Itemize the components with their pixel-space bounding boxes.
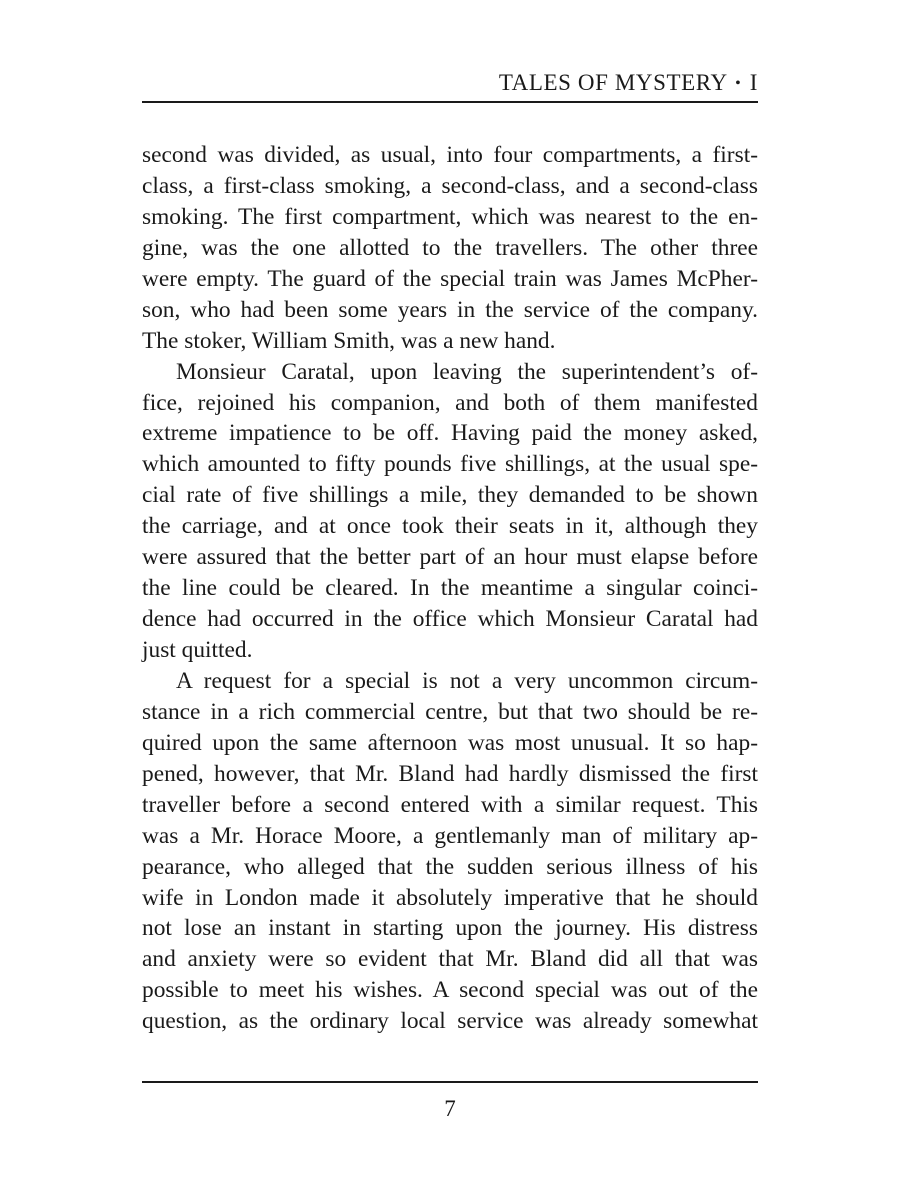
text-line: not lose an instant in starting upon the journey. His distress — [142, 915, 758, 942]
text-line: the line could be cleared. In the meantime a singular coinci- — [142, 575, 758, 602]
text-line: wife in London made it absolutely imperative that he should — [142, 884, 758, 911]
text-line: pened, however, that Mr. Bland had hardly dismissed the first — [142, 760, 758, 787]
bullet-separator: • — [735, 75, 742, 92]
text-line: dence had occurred in the office which Monsieur Caratal had — [142, 606, 758, 633]
running-head — [142, 68, 758, 99]
body-text — [142, 140, 758, 1037]
text-line: which amounted to fifty pounds five shillings, at the usual spe- — [142, 451, 758, 478]
text-line: cial rate of five shillings a mile, they demanded to be shown — [142, 482, 758, 509]
paragraph — [142, 666, 758, 1037]
text-line: gine, was the one allotted to the travellers. The other three — [142, 234, 758, 261]
text-line: question, as the ordinary local service was already somewhat — [142, 1008, 758, 1035]
page-number: 7 — [444, 1096, 456, 1121]
text-line: extreme impatience to be off. Having paid the money asked, — [142, 420, 758, 447]
text-line: were empty. The guard of the special train was James McPher- — [142, 265, 758, 292]
text-line: and anxiety were so evident that Mr. Bland did all that was — [142, 946, 758, 973]
paragraph — [142, 140, 758, 357]
text-line: son, who had been some years in the service of the company. — [142, 296, 758, 323]
text-line: the carriage, and at once took their seats in it, although they — [142, 513, 758, 540]
text-line: The stoker, William Smith, was a new hand. — [142, 327, 556, 354]
text-line: smoking. The first compartment, which was nearest to the en- — [142, 203, 758, 230]
text-line: class, a first-class smoking, a second-class, and a second-class — [142, 172, 758, 199]
text-line: just quitted. — [142, 637, 253, 663]
text-line: quired upon the same afternoon was most unusual. It so hap- — [142, 729, 758, 756]
text-line: second was divided, as usual, into four compartments, a first- — [142, 142, 758, 168]
text-line: were assured that the better part of an hour must elapse before — [142, 544, 758, 571]
footer-rule — [142, 1081, 758, 1083]
text-line: stance in a rich commercial centre, but that two should be re- — [142, 698, 758, 725]
book-title: TALES OF MYSTERY — [498, 70, 727, 95]
header-rule — [142, 101, 758, 103]
text-line: A request for a special is not a very uncommon circum- — [176, 667, 758, 694]
paragraph — [142, 357, 758, 666]
volume-number: I — [749, 70, 758, 95]
text-line: traveller before a second entered with a similar request. This — [142, 791, 758, 818]
text-line: possible to meet his wishes. A second special was out of the — [142, 977, 758, 1004]
text-line: fice, rejoined his companion, and both of them manifested — [142, 389, 758, 416]
text-line: pearance, who alleged that the sudden serious illness of his — [142, 853, 758, 880]
text-line: Monsieur Caratal, upon leaving the superintendent’s of- — [176, 358, 758, 385]
text-line: was a Mr. Horace Moore, a gentlemanly man of military ap- — [142, 822, 758, 849]
